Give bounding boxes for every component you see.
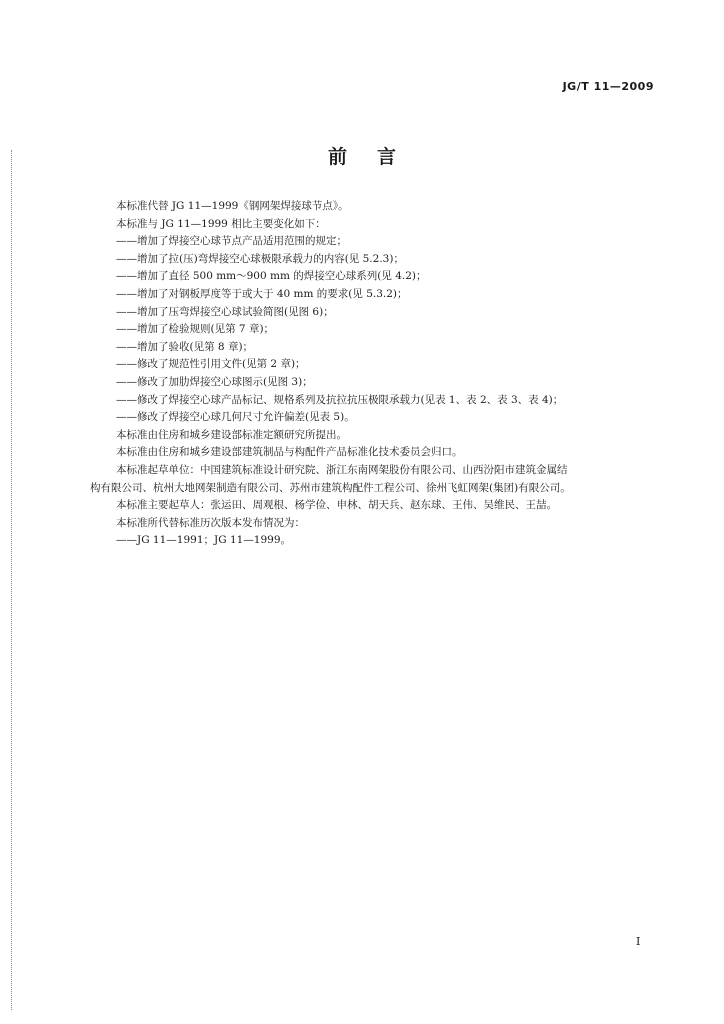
change-item: ——增加了对钢板厚度等于或大于 40 mm 的要求(见 5.3.2)； bbox=[116, 287, 408, 300]
change-item: ——增加了焊接空心球节点产品适用范围的规定； bbox=[116, 235, 347, 248]
document-code: JG/T 11—2009 bbox=[562, 80, 654, 93]
page-number: I bbox=[636, 935, 641, 948]
paragraph-drafting-units-continued: 构有限公司、杭州大地网架制造有限公司、苏州市建筑构配件工程公司、徐州飞虹网架(集团)有限公司。 bbox=[90, 481, 571, 494]
paragraph-drafters: 本标准主要起草人：张运田、周观根、杨学俭、申林、胡天兵、赵东球、王伟、吴维民、王喆。 bbox=[116, 499, 557, 512]
paragraph-history-intro: 本标准所代替标准历次版本发布情况为： bbox=[116, 516, 305, 529]
change-item: ——增加了检验规则(见第 7 章)； bbox=[116, 323, 275, 336]
foreword-body bbox=[90, 198, 670, 550]
page-title: 前言 bbox=[327, 146, 426, 168]
change-item: ——增加了验收(见第 8 章)； bbox=[116, 340, 254, 353]
paragraph-drafting-units: 本标准起草单位：中国建筑标准设计研究院、浙江东南网架股份有限公司、山西汾阳市建筑金属结 bbox=[116, 463, 568, 476]
change-item: ——修改了加肋焊接空心球图示(见图 3)； bbox=[116, 375, 313, 388]
change-item: ——修改了焊接空心球几何尺寸允许偏差(见表 5)。 bbox=[116, 411, 355, 424]
paragraph-proposed-by: 本标准由住房和城乡建设部标准定额研究所提出。 bbox=[116, 428, 347, 441]
binding-margin-line bbox=[11, 150, 12, 1010]
paragraph-supersedes: 本标准代替 JG 11—1999《钢网架焊接球节点》。 bbox=[116, 200, 349, 212]
change-item: ——增加了压弯焊接空心球试验简图(见图 6)； bbox=[116, 305, 334, 318]
paragraph-history-versions: ——JG 11—1991；JG 11—1999。 bbox=[116, 534, 292, 547]
change-item: ——增加了拉(压)弯焊接空心球极限承载力的内容(见 5.2.3)； bbox=[116, 252, 404, 265]
change-item: ——增加了直径 500 mm～900 mm 的焊接空心球系列(见 4.2)； bbox=[116, 270, 427, 283]
paragraph-changes-intro: 本标准与 JG 11—1999 相比主要变化如下： bbox=[116, 217, 326, 230]
change-item: ——修改了规范性引用文件(见第 2 章)； bbox=[116, 358, 306, 371]
paragraph-administered-by: 本标准由住房和城乡建设部建筑制品与构配件产品标准化技术委员会归口。 bbox=[116, 446, 463, 459]
change-item: ——修改了焊接空心球产品标记、规格系列及抗拉抗压极限承载力(见表 1、表 2、表 3、表 4)； bbox=[116, 393, 564, 406]
